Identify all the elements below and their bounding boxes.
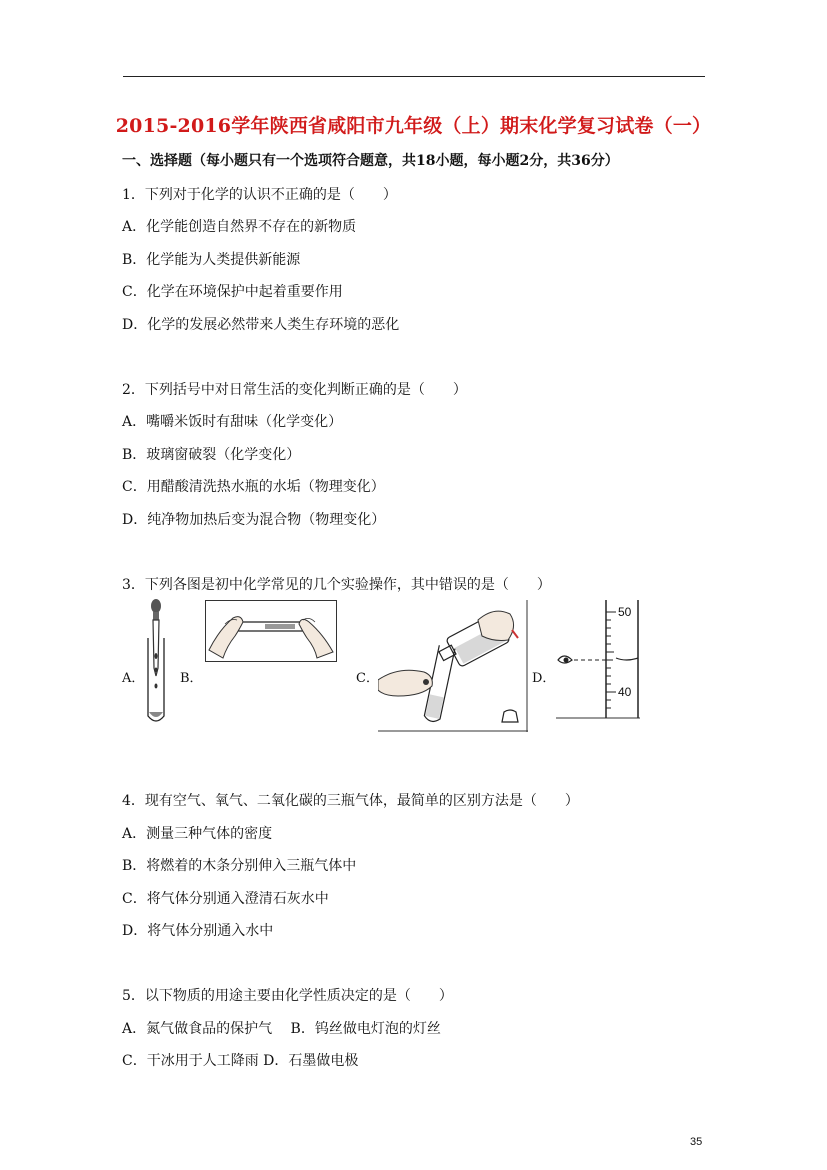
figure-label-d: D． (532, 671, 556, 686)
page-number: 35 (690, 1136, 703, 1148)
section-heading: 一、选择题（每小题只有一个选项符合题意，共18小题，每小题2分，共36分） (122, 153, 619, 169)
graduated-cylinder-reading-figure (556, 600, 640, 720)
question-4-option-b: B．将燃着的木条分别伸入三瓶气体中 (122, 858, 357, 874)
question-5-stem: 5．以下物质的用途主要由化学性质决定的是（ ） (122, 988, 453, 1004)
question-1-option-a: A．化学能创造自然界不存在的新物质 (122, 219, 357, 235)
dropper-figure (140, 598, 172, 728)
hands-holding-test-tube-figure (205, 600, 337, 662)
question-3-stem: 3．下列各图是初中化学常见的几个实验操作，其中错误的是（ ） (122, 577, 551, 593)
figure-label-c: C． (356, 671, 379, 686)
figure-label-b: B． (180, 671, 203, 686)
cylinder-tick-label-40: 40 (618, 685, 632, 699)
question-1-option-d: D．化学的发展必然带来人类生存环境的恶化 (122, 317, 400, 333)
figure-label-a: A． (122, 671, 145, 686)
document-title: 2015-2016学年陕西省咸阳市九年级（上）期末化学复习试卷（一） (115, 115, 712, 137)
question-2-option-d: D．纯净物加热后变为混合物（物理变化） (122, 512, 386, 528)
question-2-option-a: A．嘴嚼米饭时有甜味（化学变化） (122, 414, 343, 430)
cylinder-tick-label-50: 50 (618, 605, 632, 619)
question-4-stem: 4．现有空气、氧气、二氧化碳的三瓶气体，最简单的区别方法是（ ） (122, 793, 579, 809)
question-1-option-c: C．化学在环境保护中起着重要作用 (122, 284, 343, 300)
question-4-option-c: C．将气体分别通入澄清石灰水中 (122, 891, 329, 907)
question-5-options-cd: C．干冰用于人工降雨 D．石墨做电极 (122, 1053, 359, 1069)
question-4-option-a: A．测量三种气体的密度 (122, 826, 273, 842)
question-2-option-c: C．用醋酸清洗热水瓶的水垢（物理变化） (122, 479, 385, 495)
question-2-option-b: B．玻璃窗破裂（化学变化） (122, 447, 301, 463)
header-rule (123, 76, 705, 77)
question-5-options-ab: A．氮气做食品的保护气 B．钨丝做电灯泡的灯丝 (122, 1021, 441, 1037)
pouring-liquid-figure (378, 600, 528, 732)
question-1-option-b: B．化学能为人类提供新能源 (122, 252, 301, 268)
question-4-option-d: D．将气体分别通入水中 (122, 923, 274, 939)
question-2-stem: 2．下列括号中对日常生活的变化判断正确的是（ ） (122, 382, 467, 398)
question-1-stem: 1．下列对于化学的认识不正确的是（ ） (122, 187, 397, 203)
